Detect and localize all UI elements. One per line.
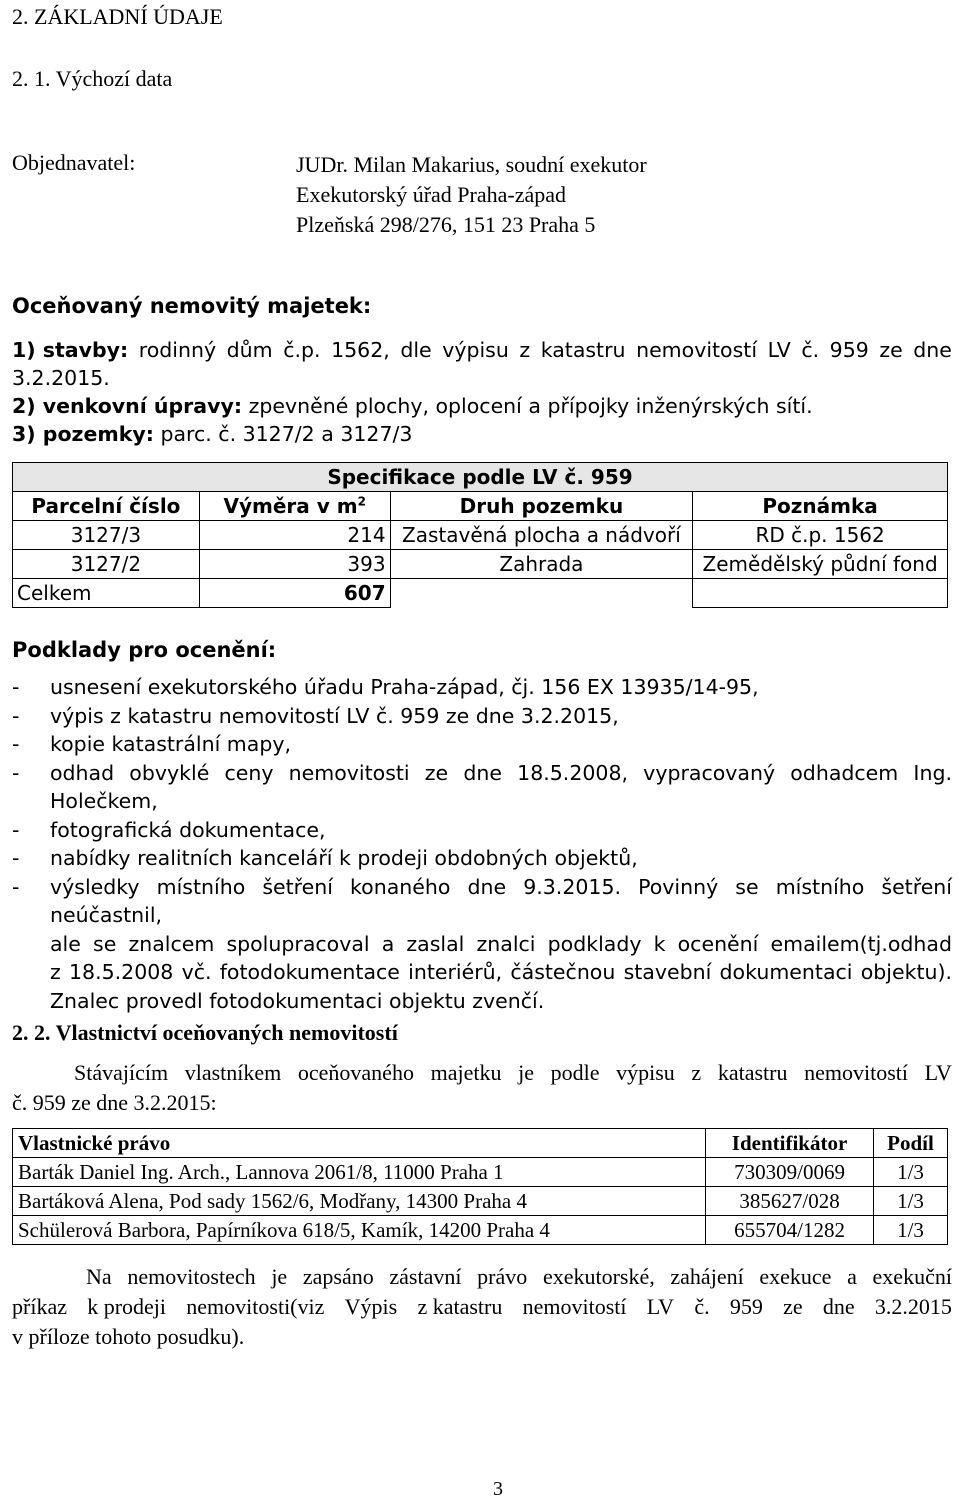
lien-word: nemovitosti(viz [186,1294,325,1319]
client-label: Objednavatel: [12,150,136,175]
ownership-intro-word: výpisu [616,1060,675,1085]
spec-header-note: Poznámka [693,492,948,521]
spec-header-row [13,492,948,521]
lien-word: Na [86,1264,112,1289]
ownership-cell-share: 1/3 [874,1216,948,1245]
client-address [296,150,647,240]
spec-header-type: Druh pozemku [390,492,693,521]
property-line-1-cont: 3.2.2015. [12,366,110,390]
list-item: - fotografická dokumentace, [12,817,326,842]
ownership-intro-word: podle [550,1060,600,1085]
lien-line-1 [12,1262,952,1292]
page-number: 3 [493,1478,503,1500]
property-buildings-label: 1) stavby: [12,338,129,362]
ownership-cell-id: 730309/0069 [706,1158,874,1187]
spec-empty-cell [693,579,948,608]
lien-word: a [847,1264,857,1289]
ownership-header-row [13,1129,948,1158]
lien-paragraph [12,1262,952,1352]
spec-cell-type: Zahrada [390,550,693,579]
property-line-2 [12,394,813,418]
lien-word: právo [477,1264,528,1289]
section-title: 2. ZÁKLADNÍ ÚDAJE [12,4,223,29]
client-line: Exekutorský úřad Praha-západ [296,182,567,207]
ownership-intro-word: z [691,1060,702,1085]
lien-line-3: v příloze tohoto posudku). [12,1324,245,1349]
spec-cell-note: RD č.p. 1562 [693,521,948,550]
ownership-intro-word: nemovitostí [804,1060,908,1085]
property-line-word: 1562, [331,338,390,362]
table-row [13,1216,948,1245]
table-row [13,1187,948,1216]
ownership-intro-word: katastru [717,1060,788,1085]
spec-cell-parcel: 3127/3 [13,521,200,550]
ownership-intro-word: LV [924,1060,952,1085]
ownership-table [12,1128,948,1245]
ownership-cell-share: 1/3 [874,1158,948,1187]
property-heading: Oceňovaný nemovitý majetek: [12,294,372,318]
ownership-cell-share: 1/3 [874,1187,948,1216]
property-line-word: LV [767,338,791,362]
ownership-cell-right: Bartáková Alena, Pod sady 1562/6, Modřany, 14300 Praha 4 [13,1187,706,1216]
spec-total-label: Celkem [13,579,200,608]
list-item: - odhad obvyklé ceny nemovitosti ze dne 18.5.2008, vypracovaný odhadcem Ing. Holečkem, [12,760,952,813]
lien-word: z katastru [417,1294,503,1319]
lien-word: 959 [729,1294,763,1319]
ownership-title: 2. 2. Vlastnictví oceňovaných nemovitostí [12,1020,398,1045]
property-land-label: 3) pozemky: [12,422,154,446]
spec-cell-note: Zemědělský půdní fond [693,550,948,579]
list-item: - výsledky místního šetření konaného dne 9.3.2015. Povinný se místního šetření neúčastnil, ale se znalcem spolupracoval a zaslal znalci podklady k ocenění emailem(tj.odhad z 18.5.2008 vč. fotodokumentace interiérů, částečnou stavební dokumentaci objektu). Znalec provedl fotodokumentaci objektu zvenčí. [12,874,952,1013]
lien-word: zahájení [670,1264,744,1289]
list-item: - výpis z katastru nemovitostí LV č. 959 ze dne 3.2.2015, [12,703,619,728]
spec-cell-area: 214 [199,521,390,550]
subsection-title: 2. 1. Výchozí data [12,66,173,91]
ownership-cell-right: Barták Daniel Ing. Arch., Lannova 2061/8, 11000 Praha 1 [13,1158,706,1187]
lien-word: ze [783,1294,803,1319]
ownership-intro-word: oceňovaného [297,1060,414,1085]
table-row [13,521,948,550]
property-line-word: nemovitostí [636,338,758,362]
ownership-intro-line-1 [12,1058,952,1088]
property-line-word: 959 [829,338,869,362]
spec-header-parcel: Parcelní číslo [13,492,200,521]
spec-total-row [13,579,948,608]
property-line-word: dům [226,338,273,362]
lien-word: nemovitostech [127,1264,256,1289]
lien-word: exekutorské, [542,1264,655,1289]
ownership-intro-word: majetku [430,1060,502,1085]
ownership-intro [12,1058,952,1118]
spec-table [12,462,948,608]
property-outdoor-text: zpevněné plochy, oplocení a přípojky inženýrských sítí. [242,394,813,418]
lien-word: k prodeji [87,1294,167,1319]
spec-empty-cell [390,579,693,608]
spec-title-row [13,463,948,492]
property-line-word: dne [913,338,952,362]
lien-word: exekuce [759,1264,832,1289]
property-line-word: dle [400,338,432,362]
lien-word: je [271,1264,288,1289]
podklady-list [12,673,952,1015]
lien-word: č. [694,1294,710,1319]
list-item: - nabídky realitních kanceláří k prodeji obdobných objektů, [12,846,638,870]
ownership-intro-word: je [518,1060,534,1085]
spec-total-value: 607 [199,579,390,608]
ownership-intro-line-2: č. 959 ze dne 3.2.2015: [12,1090,217,1115]
spec-header-area: Výměra v $m^2$ [199,492,390,521]
property-line-3 [12,422,412,446]
property-line-1 [12,338,952,362]
lien-line-2 [12,1292,952,1322]
property-line-word: č.p. [283,338,321,362]
property-land-text: parc. č. 3127/2 a 3127/3 [153,422,413,446]
podklady-title: Podklady pro ocenění: [12,638,277,662]
lien-word: zapsáno [302,1264,374,1289]
lien-word: příkaz [12,1294,67,1319]
ownership-cell-right: Schülerová Barbora, Papírníkova 618/5, Kamík, 14200 Praha 4 [13,1216,706,1245]
ownership-cell-id: 655704/1282 [706,1216,874,1245]
client-line: JUDr. Milan Makarius, soudní exekutor [296,152,647,177]
property-line-word: ze [879,338,903,362]
spec-table-title: Specifikace podle LV č. 959 [13,463,948,492]
ownership-header-share: Podíl [874,1129,948,1158]
lien-word: dne [822,1294,855,1319]
property-outdoor-label: 2) venkovní úpravy: [12,394,243,418]
lien-word: nemovitostí [522,1294,627,1319]
property-line-word: katastru [540,338,626,362]
spec-cell-area: 393 [199,550,390,579]
lien-word: LV [646,1294,675,1319]
property-line-word: č. [801,338,820,362]
property-line-word: rodinný [138,338,217,362]
list-item: - kopie katastrální mapy, [12,732,291,756]
lien-word: Výpis [344,1294,398,1319]
ownership-cell-id: 385627/028 [706,1187,874,1216]
lien-word: zástavní [389,1264,462,1289]
list-item: - usnesení exekutorského úřadu Praha-západ, čj. 156 EX 13935/14-95, [12,675,759,699]
client-line: Plzeňská 298/276, 151 23 Praha 5 [296,212,596,237]
spec-cell-parcel: 3127/2 [13,550,200,579]
ownership-header-right: Vlastnické právo [13,1129,706,1158]
spec-cell-type: Zastavěná plocha a nádvoří [390,521,693,550]
lien-word: 3.2.2015 [874,1294,952,1319]
ownership-intro-word: Stávajícím [74,1060,169,1085]
property-line-word: výpisu [442,338,509,362]
lien-word: exekuční [872,1264,952,1289]
property-line-word: z [519,338,531,362]
ownership-intro-word: vlastníkem [184,1060,282,1085]
table-row [13,1158,948,1187]
ownership-header-id: Identifikátor [706,1129,874,1158]
table-row [13,550,948,579]
